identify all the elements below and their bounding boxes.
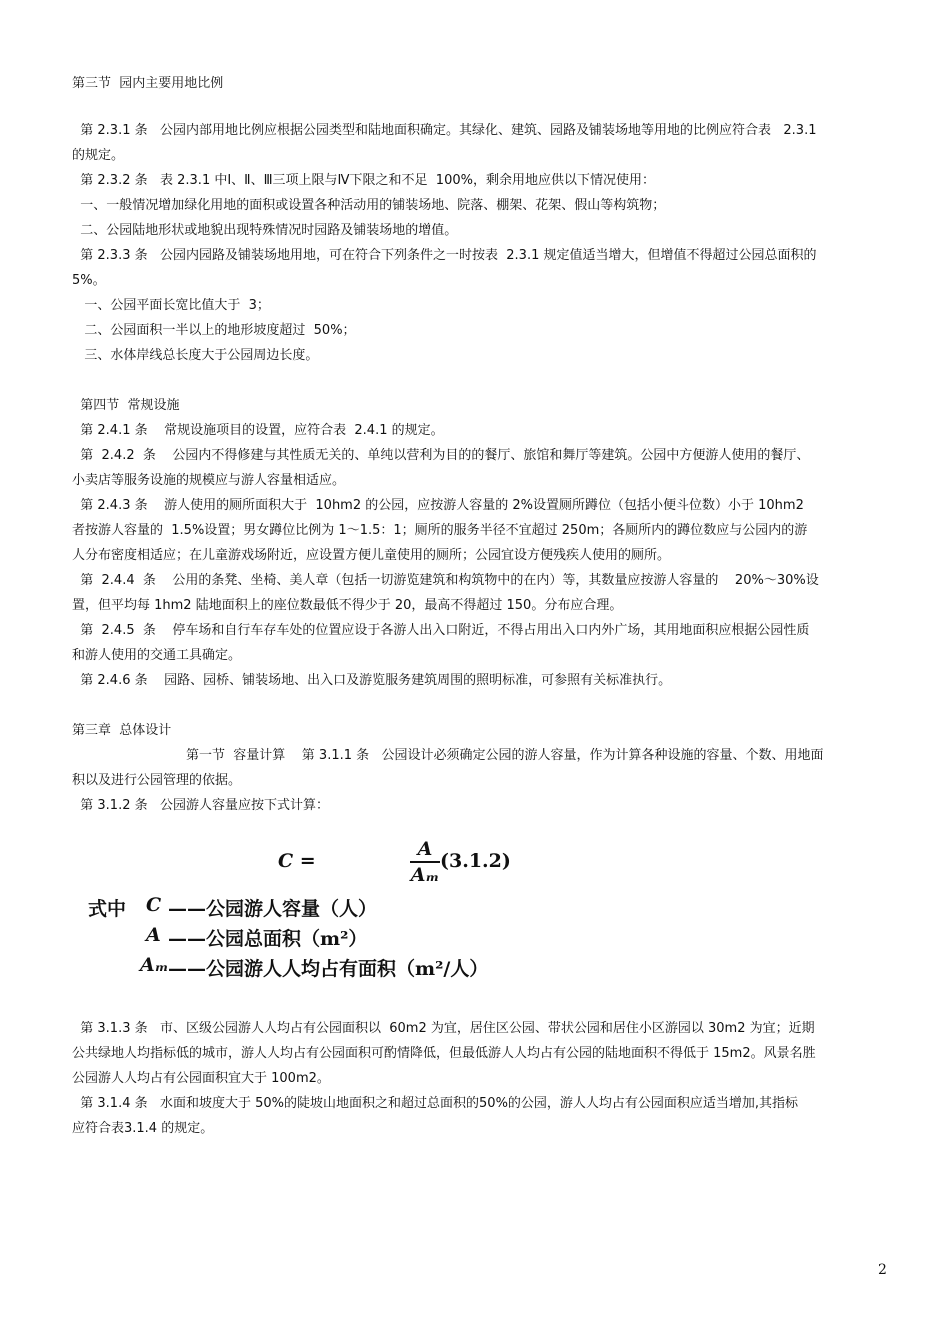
text-line: 一、公园平面长宽比值大于 3； — [72, 298, 270, 313]
text-line: 第 2.4.6 条 园路、园桥、铺装场地、出入口及游览服务建筑周围的照明标准，可参照有关标准执行。 — [72, 673, 672, 688]
text-line: 第一节 容量计算 第 3.1.1 条 公园设计必须确定公园的游人容量，作为计算各种设施的容量、个数、用地面 — [186, 748, 824, 763]
text-line: 小卖店等服务设施的规模应与游人容量相适应。 — [72, 473, 346, 488]
def-symbol-c: C — [146, 894, 162, 916]
text-line: 公共绿地人均指标低的城市，游人人均占有公园面积可酌情降低，但最低游人人均占有公园的陆地面积不得低于 15m2。风景名胜 — [72, 1046, 816, 1061]
def-text-c: ——公园游人容量（人） — [168, 898, 378, 920]
def-symbol-a: A — [146, 924, 161, 946]
text-line: 积以及进行公园管理的依据。 — [72, 773, 242, 788]
text-line: 第 2.4.2 条 公园内不得修建与其性质无关的、单纯以营利为目的的餐厅、旅馆和舞厅等建筑。公园中方便游人使用的餐厅、 — [72, 448, 810, 463]
text-line: 第 3.1.2 条 公园游人容量应按下式计算： — [72, 798, 330, 813]
text-line: 置，但平均每 1hm2 陆地面积上的座位数最低不得少于 20，最高不得超过 150。分布应合理。 — [72, 598, 623, 613]
def-text-am: ——公园游人人均占有面积（m²/人） — [168, 958, 489, 980]
text-line: 人分布密度相适应；在儿童游戏场附近，应设置方便儿童使用的厕所；公园宜设方便残疾人使用的厕所。 — [72, 548, 671, 563]
text-line: 第四节 常规设施 — [72, 398, 180, 413]
formula-lhs: C = — [278, 850, 316, 872]
text-line: 第 2.4.1 条 常规设施项目的设置，应符合表 2.4.1 的规定。 — [72, 423, 444, 438]
text-line: 第 2.3.2 条 表 2.3.1 中Ⅰ、Ⅱ、Ⅲ三项上限与Ⅳ下限之和不足 100%，剩余用地应供以下情况使用： — [72, 173, 655, 188]
text-line: 公园游人人均占有公园面积宜大于 100m2。 — [72, 1071, 330, 1086]
fraction-bar — [410, 861, 440, 863]
text-line: 应符合表3.1.4 的规定。 — [72, 1121, 214, 1136]
text-line: 者按游人容量的 1.5%设置；男女蹲位比例为 1～1.5：1；厕所的服务半径不宜超过 250m；各厕所内的蹲位数应与公园内的游 — [72, 523, 808, 538]
text-line: 三、水体岸线总长度大于公园周边长度。 — [72, 348, 319, 363]
text-line: 第 3.1.4 条 水面和坡度大于 50%的陡坡山地面积之和超过总面积的50%的公园，游人人均占有公园面积应适当增加,其指标 — [72, 1096, 799, 1111]
formula-where-label: 式中 — [88, 898, 127, 920]
text-line: 和游人使用的交通工具确定。 — [72, 648, 242, 663]
formula-fraction — [410, 838, 440, 886]
def-symbol-am: Aₘ — [140, 954, 169, 976]
formula-numerator: A — [417, 838, 433, 860]
text-line: 第 2.4.4 条 公用的条凳、坐椅、美人章（包括一切游览建筑和构筑物中的在内）等，其数量应按游人容量的 20%～30%设 — [72, 573, 819, 588]
text-line: 二、公园陆地形状或地貌出现特殊情况时园路及铺装场地的增值。 — [72, 223, 458, 238]
text-line: 一、一般情况增加绿化用地的面积或设置各种活动用的铺装场地、院落、棚架、花架、假山等构筑物； — [72, 198, 666, 213]
text-line: 第 2.4.5 条 停车场和自行车存车处的位置应设于各游人出入口附近，不得占用出入口内外广场，其用地面积应根据公园性质 — [72, 623, 810, 638]
text-line: 第三节 园内主要用地比例 — [72, 76, 224, 91]
text-line: 第 2.4.3 条 游人使用的厕所面积大于 10hm2 的公园，应按游人容量的 2%设置厕所蹲位（包括小便斗位数）小于 10hm2 — [72, 498, 804, 513]
text-line: 第 2.3.1 条 公园内部用地比例应根据公园类型和陆地面积确定。其绿化、建筑、园路及铺装场地等用地的比例应符合表 2.3.1 — [72, 123, 817, 138]
def-text-a: ——公园总面积（m²） — [168, 928, 368, 950]
formula-equation-number: (3.1.2) — [440, 850, 511, 872]
text-line: 第 2.3.3 条 公园内园路及铺装场地用地，可在符合下列条件之一时按表 2.3.1 规定值适当增大，但增值不得超过公园总面积的 — [72, 248, 817, 263]
text-line: 第 3.1.3 条 市、区级公园游人人均占有公园面积以 60m2 为宜，居住区公园、带状公园和居住小区游园以 30m2 为宜；近期 — [72, 1021, 815, 1036]
formula-denominator: Aₘ — [410, 864, 440, 886]
formula-3-1-2 — [88, 836, 511, 986]
text-line: 的规定。 — [72, 148, 125, 163]
text-line: 第三章 总体设计 — [72, 723, 172, 738]
text-line: 5%。 — [72, 273, 106, 288]
text-line: 二、公园面积一半以上的地形坡度超过 50%； — [72, 323, 356, 338]
page-number: 2 — [878, 1262, 887, 1278]
